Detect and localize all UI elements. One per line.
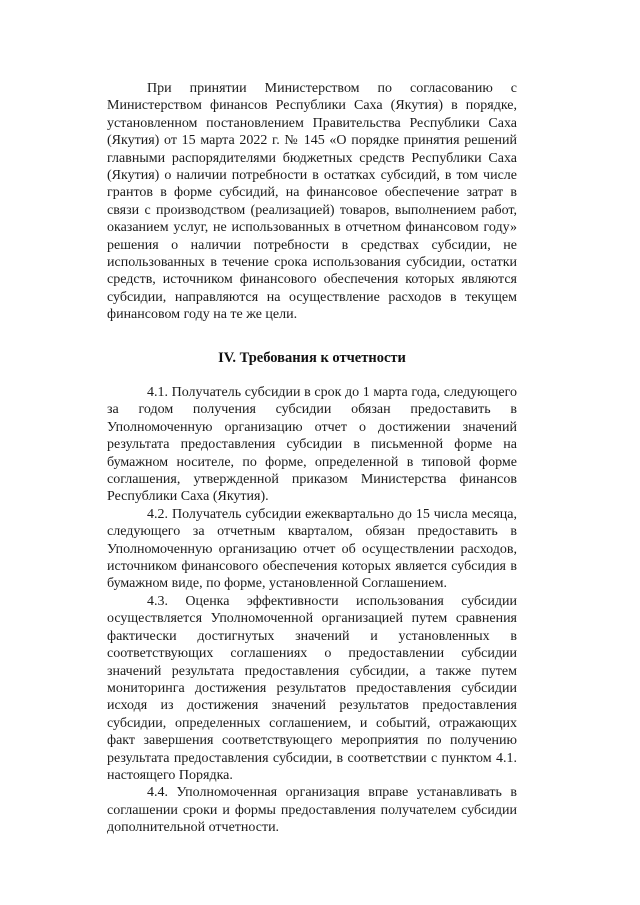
clause-4-1: 4.1. Получатель субсидии в срок до 1 марта года, следующего за годом получения субсидии обязан предоставить в Уполномоченную организацию отчет о достижении значений результата предоставления субсидии в письменной форме на бумажном носителе, по форме, определенной в типовой форме соглашения, утвержденной приказом Министерства финансов Республики Саха (Якутия).	[107, 385, 517, 505]
intro-paragraph: При принятии Министерством по согласованию с Министерством финансов Республики Саха (Якутия) в порядке, установленном постановлением Правительства Республики Саха (Якутия) от 15 марта 2022 г. № 145 «О порядке принятия решений главными распорядителями бюджетных средств Республики Саха (Якутия) о наличии потребности в остатках субсидий, в том числе грантов в форме субсидий, на финансовое обеспечение затрат в связи с производством (реализацией) товаров, выполнением работ, оказанием услуг, не использованных в отчетном финансовом году» решения о наличии потребности в средствах субсидии, не использованных в течение срока использования субсидии, остатки средств, источником финансового обеспечения которых являются субсидии, направляются на осуществление расходов в текущем финансовом году на те же цели.	[107, 81, 517, 323]
clause-4-3: 4.3. Оценка эффективности использования субсидии осуществляется Уполномоченной организацией путем сравнения фактически достигнутых значений и установленных в соответствующих соглашениях о предоставлении субсидии значений результата предоставления субсидии, а также путем мониторинга достижения результатов предоставления субсидии исходя из достижения значений результатов предоставления субсидии, определенных соглашением, и событий, отражающих факт завершения соответствующего мероприятия по получению результата предоставления субсидии, в соответствии с пунктом 4.1. настоящего Порядка.	[107, 593, 517, 783]
clause-4-4: 4.4. Уполномоченная организация вправе устанавливать в соглашении сроки и формы предоставления получателем субсидии дополнительной отчетности.	[107, 785, 517, 836]
clause-4-2: 4.2. Получатель субсидии ежеквартально до 15 числа месяца, следующего за отчетным кварталом, обязан предоставить в Уполномоченную организацию отчет об осуществлении расходов, источником финансового обеспечения которых является субсидия в бумажном виде, по форме, установленной Соглашением.	[107, 506, 517, 592]
intro-section	[107, 80, 517, 324]
reporting-clauses	[107, 384, 517, 837]
section-heading: IV. Требования к отчетности	[218, 350, 406, 366]
